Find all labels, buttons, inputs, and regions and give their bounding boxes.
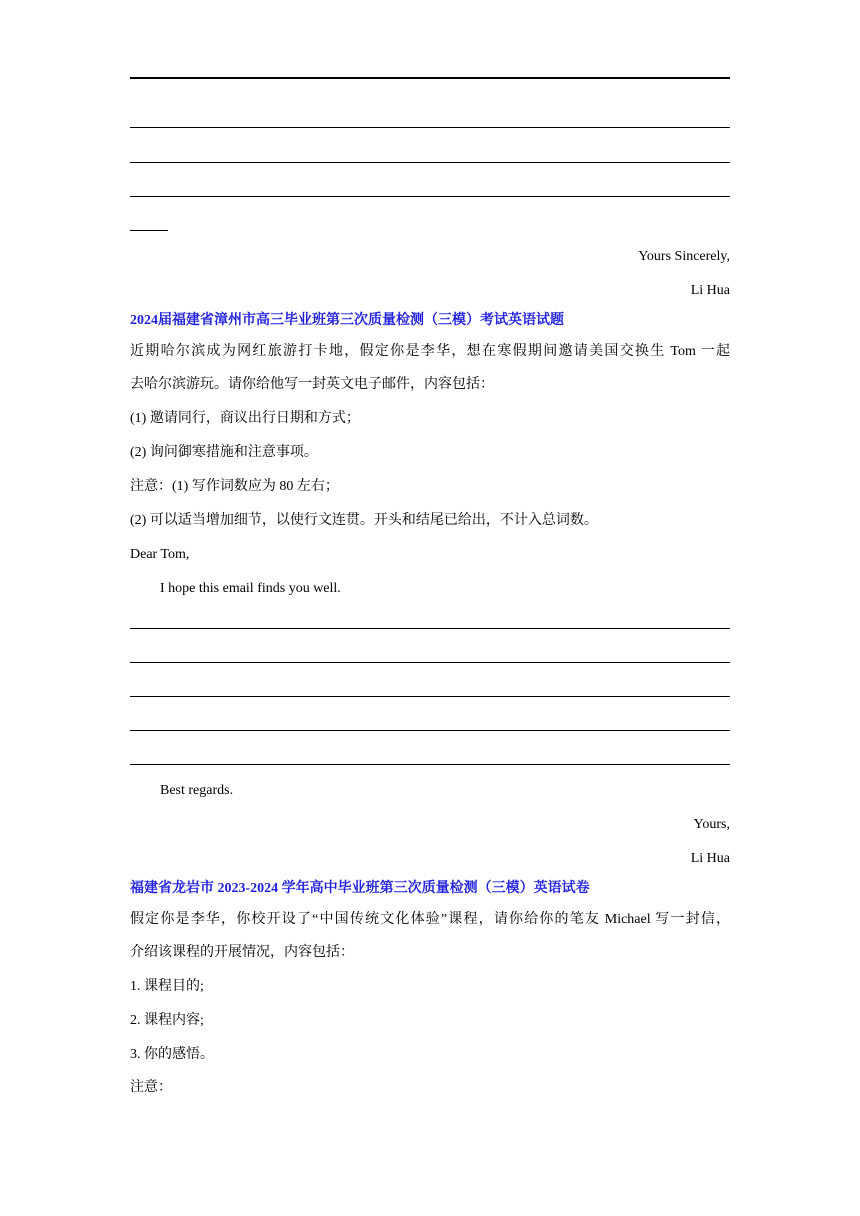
writing-line <box>130 730 730 731</box>
writing-line <box>130 196 730 197</box>
closing-line: Best regards. <box>160 783 234 798</box>
prompt-text: 去哈尔滨游玩。请你给他写一封英文电子邮件，内容包括： <box>130 377 494 392</box>
signature-name: Li Hua <box>690 283 730 298</box>
prompt-text: 介绍该课程的开展情况，内容包括： <box>130 945 354 960</box>
writing-line <box>130 77 730 79</box>
requirement-item: (1) 邀请同行，商议出行日期和方式； <box>130 411 360 426</box>
sign-off: Yours, <box>693 817 730 832</box>
writing-line <box>130 696 730 697</box>
writing-line <box>130 662 730 663</box>
signature-name: Li Hua <box>690 851 730 866</box>
opening-sentence: I hope this email finds you well. <box>160 581 341 596</box>
writing-line-end <box>130 230 168 231</box>
requirement-item: (2) 询问御寒措施和注意事项。 <box>130 445 318 460</box>
section-title: 2024届福建省漳州市高三毕业班第三次质量检测（三模）考试英语试题 <box>130 313 564 328</box>
salutation: Dear Tom, <box>130 547 190 562</box>
sign-off: Yours Sincerely, <box>638 249 730 264</box>
note-text: 注意： <box>130 1080 172 1095</box>
requirement-item: 2. 课程内容; <box>130 1013 204 1028</box>
requirement-item: 1. 课程目的; <box>130 979 204 994</box>
writing-line <box>130 628 730 629</box>
prompt-text: 近期哈尔滨成为网红旅游打卡地，假定你是李华，想在寒假期间邀请美国交换生 Tom 一起 <box>130 344 730 359</box>
writing-line <box>130 764 730 765</box>
note-text: 注意：(1) 写作词数应为 80 左右； <box>130 479 339 494</box>
prompt-text: 假定你是李华，你校开设了“中国传统文化体验”课程，请你给你的笔友 Michael 写一封信， <box>130 912 730 927</box>
section-title: 福建省龙岩市 2023-2024 学年高中毕业班第三次质量检测（三模）英语试卷 <box>130 881 590 896</box>
note-text: (2) 可以适当增加细节，以使行文连贯。开头和结尾已给出，不计入总词数。 <box>130 513 598 528</box>
writing-line <box>130 162 730 163</box>
requirement-item: 3. 你的感悟。 <box>130 1047 214 1062</box>
writing-line <box>130 127 730 128</box>
